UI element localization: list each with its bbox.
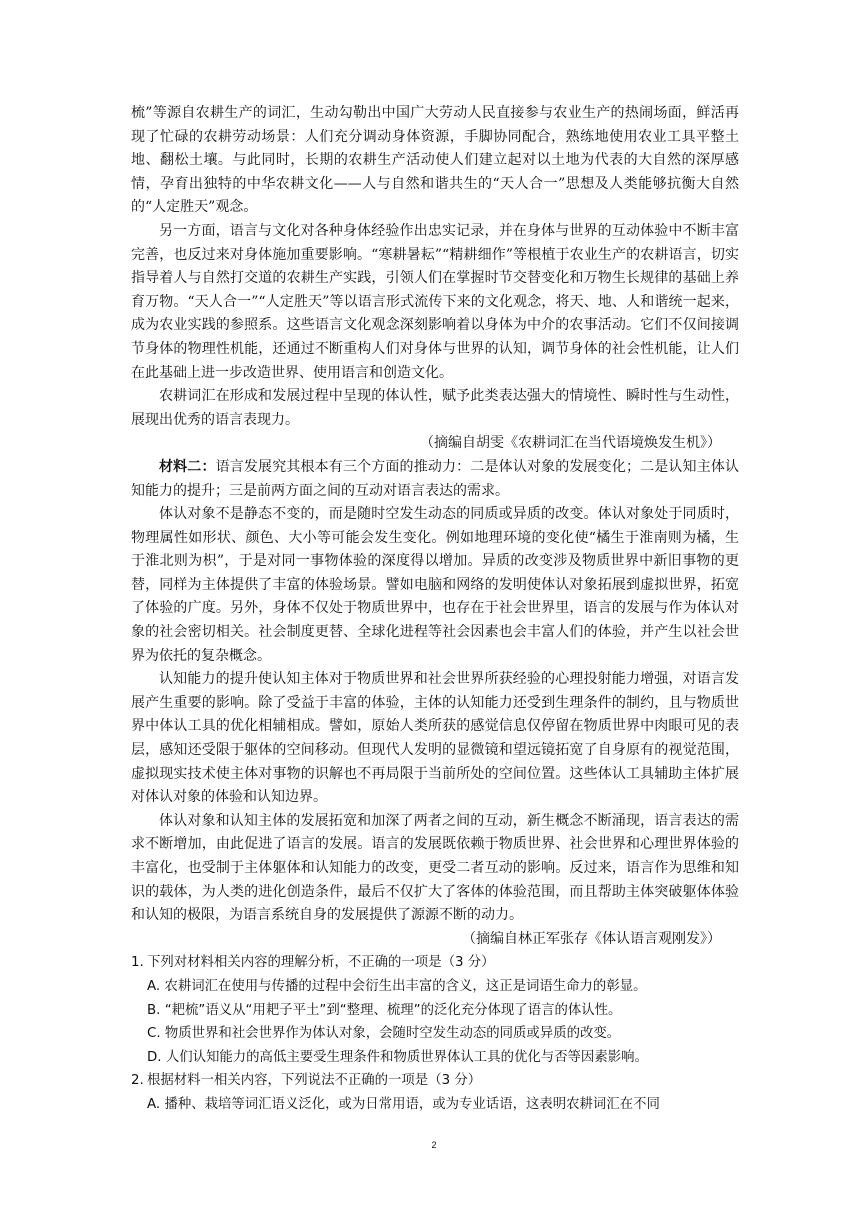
material2-label: 材料二： — [159, 458, 216, 475]
material2-intro: 语言发展究其根本有三个方面的推动力：二是体认对象的发展变化；二是认知主体认知能力的提升；三是前两方面之间的互动对语言表达的需求。 — [131, 458, 740, 499]
question-1-option-d: D. 人们认知能力的高低主要受生理条件和物质世界体认工具的优化与否等因素影响。 — [147, 1049, 648, 1065]
material2-source: （摘编自林正军张存《体认语言观刚发》） — [462, 930, 721, 947]
question-2-number: 2. — [131, 1073, 144, 1089]
question-1-option-a: A. 农耕词汇在使用与传播的过程中会衍生出丰富的含义，这正是词语生命力的彰显。 — [147, 978, 647, 994]
page-content — [131, 102, 739, 1117]
question-1-option-c: C. 物质世界和社会世界作为体认对象，会随时空发生动态的同质或异质的改变。 — [147, 1026, 621, 1042]
material1-paragraph-2: 农耕词汇在形成和发展过程中呈现的体认性，赋予此类表达强大的情境性、瞬时性与生动性，展现出优秀的语言表现力。 — [131, 388, 739, 428]
question-1-number: 1. — [131, 955, 144, 971]
question-2-text: 根据材料一相关内容，下列说法不正确的一项是（3 分） — [147, 1073, 482, 1089]
material2-paragraph-1: 体认对象不是静态不变的，而是随时空发生动态的同质或异质的改变。体认对象处于同质时，物理属性如形状、颜色、大小等可能会发生变化。例如地理环境的变化使“橘生于淮南则为橘，生于淮北则为枳”，于是对同一事物体验的深度得以增加。异质的改变涉及物质世界中新旧事物的更替，同样为主体提供了丰富的体验场景。譬如电脑和网络的发明使体认对象拓展到虚拟世界，拓宽了体验的广度。另外，身体不仅处于物质世界中，也存在于社会世界里，语言的发展与作为体认对象的社会密切相关。社会制度更替、全球化进程等社会因素也会丰富人们的体验，并产生以社会世界为依托的复杂概念。 — [131, 506, 739, 664]
material1-paragraph-1: 另一方面，语言与文化对各种身体经验作出忠实记录，并在身体与世界的互动体验中不断丰富完善，也反过来对身体施加重要影响。“寒耕暑耘”“精耕细作”等根植于农业生产的农耕语言，切实指导着人与自然打交道的农耕生产实践，引领人们在掌握时节交替变化和万物生长规律的基础上养育万物。“天人合一”“人定胜天”等以语言形式流传下来的文化观念，将天、地、人和谐统一起来，成为农业实践的参照系。这些语言文化观念深刻影响着以身体为中介的农事活动。它们不仅间接调节身体的物理性机能，还通过不断重构人们对身体与世界的认知，调节身体的社会性机能，让人们在此基础上进一步改造世界、使用语言和创造文化。 — [131, 222, 739, 381]
material2-paragraph-3: 体认对象和认知主体的发展拓宽和加深了两者之间的互动，新生概念不断涌现，语言表达的需求不断增加，由此促进了语言的发展。语言的发展既依赖于物质世界、社会世界和心理世界体验的丰富化，也受制于主体躯体和认知能力的改变，更受二者互动的影响。反过来，语言作为思维和知识的载体，为人类的进化创造条件，最后不仅扩大了客体的体验范围，而且帮助主体突破躯体体验和认知的极限，为语言系统自身的发展提供了源源不断的动力。 — [131, 812, 739, 924]
material1-paragraph-0: 梳”等源自农耕生产的词汇，生动勾勒出中国广大劳动人民直接参与农业生产的热闹场面，鲜活再现了忙碌的农耕劳动场景：人们充分调动身体资源，手脚协同配合，熟练地使用农业工具平整土地、翻松土壤。与此同时，长期的农耕生产活动使人们建立起对以土地为代表的大自然的深厚感情，孕育出独特的中华农耕文化——人与自然和谐共生的“天人合一”思想及人类能够抗衡大自然的“人定胜天”观念。 — [131, 105, 739, 216]
page-number: 2 — [431, 1140, 437, 1150]
question-1-option-b: B. “耙梳”语义从“用耙子平土”到“整理、梳理”的泛化充分体现了语言的体认性。 — [147, 1002, 622, 1018]
material2-paragraph-0 — [131, 456, 739, 503]
material1-source: （摘编自胡雯《农耕词汇在当代语境焕发生机》） — [420, 435, 721, 452]
question-2-option-a: A. 播种、栽培等词汇语义泛化，或为日常用语，或为专业话语，这表明农耕词汇在不同 — [147, 1096, 660, 1112]
question-1-stem — [131, 951, 739, 975]
question-2-stem — [131, 1069, 739, 1093]
question-1-text: 下列对材料相关内容的理解分析，不正确的一项是（3 分） — [147, 955, 495, 971]
material2-paragraph-2: 认知能力的提升使认知主体对于物质世界和社会世界所获经验的心理投射能力增强，对语言发展产生重要的影响。除了受益于丰富的体验，主体的认知能力还受到生理条件的制约，且与物质世界中体认工具的优化相辅相成。譬如，原始人类所获的感觉信息仅停留在物质世界中肉眼可见的表层，感知还受限于躯体的空间移动。但现代人发明的显微镜和望远镜拓宽了自身原有的视觉范围，虚拟现实技术使主体对事物的识解也不再局限于当前所处的空间位置。这些体认工具辅助主体扩展对体认对象的体验和认知边界。 — [131, 671, 739, 806]
